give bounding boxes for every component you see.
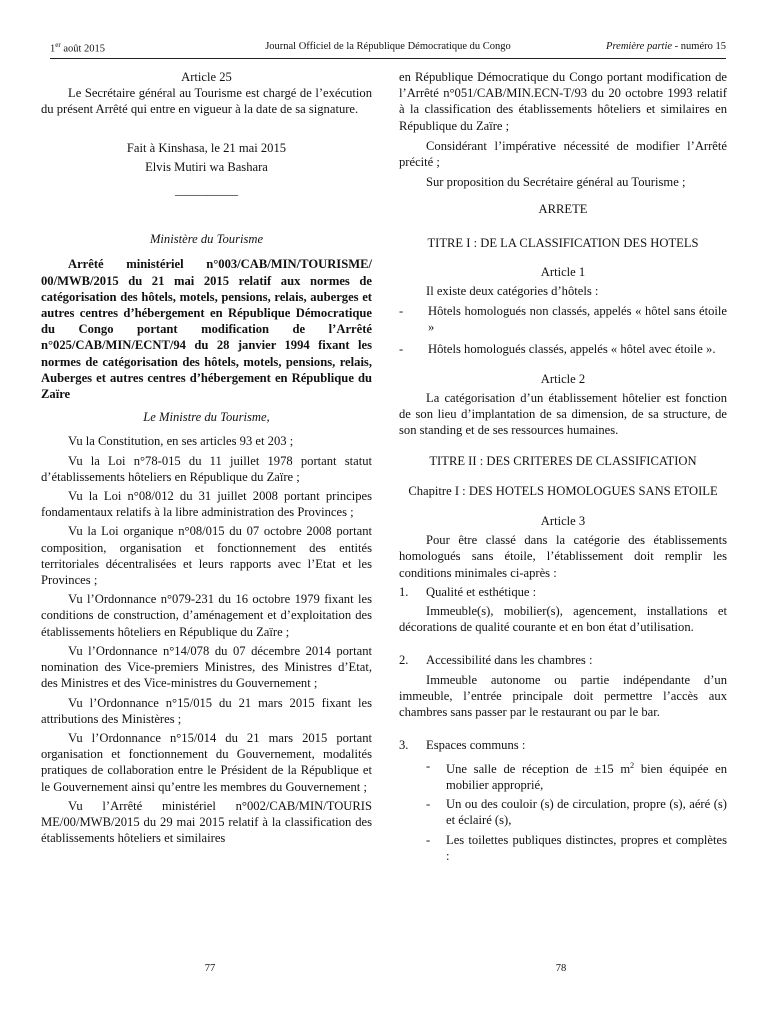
vu-item: Vu l’Arrêté ministériel n°002/CAB/MIN/TOURIS ME/00/MWB/2015 du 29 mai 2015 relatif à la classification des établissements hôteliers et similaires (41, 798, 372, 846)
signature-place-date: Fait à Kinshasa, le 21 mai 2015 (126, 140, 287, 155)
ministry-name: Ministère du Tourisme (149, 232, 264, 247)
vu-item: Vu la Loi n°08/012 du 31 juillet 2008 portant principes fondamentaux relatifs à la libre administration des Provinces ; (41, 489, 372, 520)
vu-item: Vu la Constitution, en ses articles 93 et 203 ; (68, 434, 294, 449)
considerant: Considérant l’impérative nécessité de modifier l’Arrêté précité ; (399, 138, 727, 170)
page-number-right: 78 (555, 963, 567, 974)
list-item: - Les toilettes publiques distinctes, propres et complètes : (426, 832, 727, 863)
list-item: - Hôtels homologués non classés, appelés « hôtel sans étoile » (399, 304, 727, 335)
minister-heading: Le Ministre du Tourisme, (143, 410, 270, 425)
article-25-title: Article 25 (181, 70, 232, 84)
header-journal-title: Journal Officiel de la République Démocratique du Congo (265, 41, 511, 52)
header-date: 1er août 2015 (50, 41, 106, 55)
criteria-item-1-text: Immeuble(s), mobilier(s), agencement, installations et décorations de qualité courante et en bon état d’utilisation. (399, 604, 727, 635)
list-item: - Un ou des couloir (s) de circulation, propre (s), aéré (s) et éclairé (s), (426, 797, 727, 828)
article-3-intro: Pour être classé dans la catégorie des établissements homologués sans étoile, l’établissement doit remplir les conditions minimales ci-après : (399, 533, 727, 580)
vu-item: Vu l’Ordonnance n°15/015 du 21 mars 2015 fixant les attributions des Ministères ; (41, 695, 372, 726)
criteria-item-2: 2. Accessibilité dans les chambres : (399, 653, 593, 668)
criteria-item-1: 1. Qualité et esthétique : (399, 584, 537, 599)
page-header (50, 41, 726, 55)
vu-item: Vu la Loi organique n°08/015 du 07 octobre 2008 portant composition, organisation et fonctionnement des entités territoriales décentralisées et leurs rapports avec l’Etat et les Provinces ; (41, 524, 372, 588)
criteria-item-2-text: Immeuble autonome ou partie indépendante d’un immeuble, l’entrée principale doit permettre l’accès aux chambres sans passer par le restaurant ou par le bar. (399, 672, 727, 720)
decree-title: Arrêté ministériel n°003/CAB/MIN/TOURISME/ 00/MWB/2015 du 21 mai 2015 relatif aux normes de catégorisation des hôtels, motels, pensions, relais, auberges et autres centres d’hébergement en République Démocratique du Congo portant modification de l’Arrêté n°025/CAB/MIN/ECNT/94 du 28 janvier 1994 fixant les normes de catégorisation des hôtels, motels, pensions, relais, Auberges et autres centres d’hébergement en République du Zaïre (41, 257, 372, 402)
proposition: Sur proposition du Secrétaire général au Tourisme ; (426, 175, 686, 190)
article-1-intro: Il existe deux catégories d’hôtels : (426, 284, 599, 299)
vu-item: Vu l’Ordonnance n°15/014 du 21 mars 2015 portant organisation et fonctionnement du Gouvernement, modalités pratiques de collaboration entre le Président de la République et le Gouvernement ainsi qu’entre les membres du Gouvernement ; (41, 730, 372, 794)
titre-2-heading: TITRE II : DES CRITERES DE CLASSIFICATION (429, 453, 697, 468)
header-issue: Première partie - numéro 15 (606, 41, 726, 52)
vu-item: Vu l’Ordonnance n°079-231 du 16 octobre 1979 fixant les conditions de construction, d’aménagement et d’exploitation des établissements hôteliers en République du Zaïre ; (41, 592, 372, 639)
titre-1-heading: TITRE I : DE LA CLASSIFICATION DES HOTELS (427, 235, 699, 250)
vu-item: Vu la Loi n°78-015 du 11 juillet 1978 portant statut d’établissements hôteliers en République du Zaïre ; (41, 453, 372, 484)
list-item: - Hôtels homologués classés, appelés « hôtel avec étoile ». (399, 341, 716, 356)
article-25-text: Le Secrétaire général au Tourisme est chargé de l’exécution du présent Arrêté qui entre en vigueur à la date de sa signature. (41, 86, 372, 117)
right-column (399, 69, 727, 864)
arrete-heading: ARRETE (538, 202, 588, 217)
article-2-text: La catégorisation d’un établissement hôtelier est fonction de son lieu d’implantation de sa dimension, de sa structure, de son standing et de ses ressources humaines. (399, 391, 727, 438)
left-column (41, 69, 372, 846)
decree-continuation: en République Démocratique du Congo portant modification de l’Arrêté n°051/CAB/MIN.ECN-T/93 du 20 octobre 1993 relatif à la classification des établissements hôteliers et similaires en République du Zaïre ; (399, 70, 727, 133)
article-2-title: Article 2 (540, 371, 586, 386)
signatory-name: Elvis Mutiri wa Bashara (145, 159, 268, 174)
page-number-left: 77 (204, 963, 216, 974)
vu-item: Vu l’Ordonnance n°14/078 du 07 décembre 2014 portant nomination des Vice-premiers Ministres, des Ministres d’Etat, des Ministres et des Vice-ministres du Gouvernement ; (41, 643, 372, 691)
article-3-title: Article 3 (540, 514, 586, 529)
article-1-title: Article 1 (540, 264, 586, 279)
criteria-item-3: 3. Espaces communs : (399, 738, 526, 753)
header-rule (50, 58, 726, 59)
separator-line: __________ (175, 183, 238, 198)
list-item: - Une salle de réception de ±15 $m^2$ bien équipée en mobilier approprié, (426, 758, 727, 792)
chapitre-1-heading: Chapitre I : DES HOTELS HOMOLOGUES SANS ETOILE (408, 483, 718, 498)
